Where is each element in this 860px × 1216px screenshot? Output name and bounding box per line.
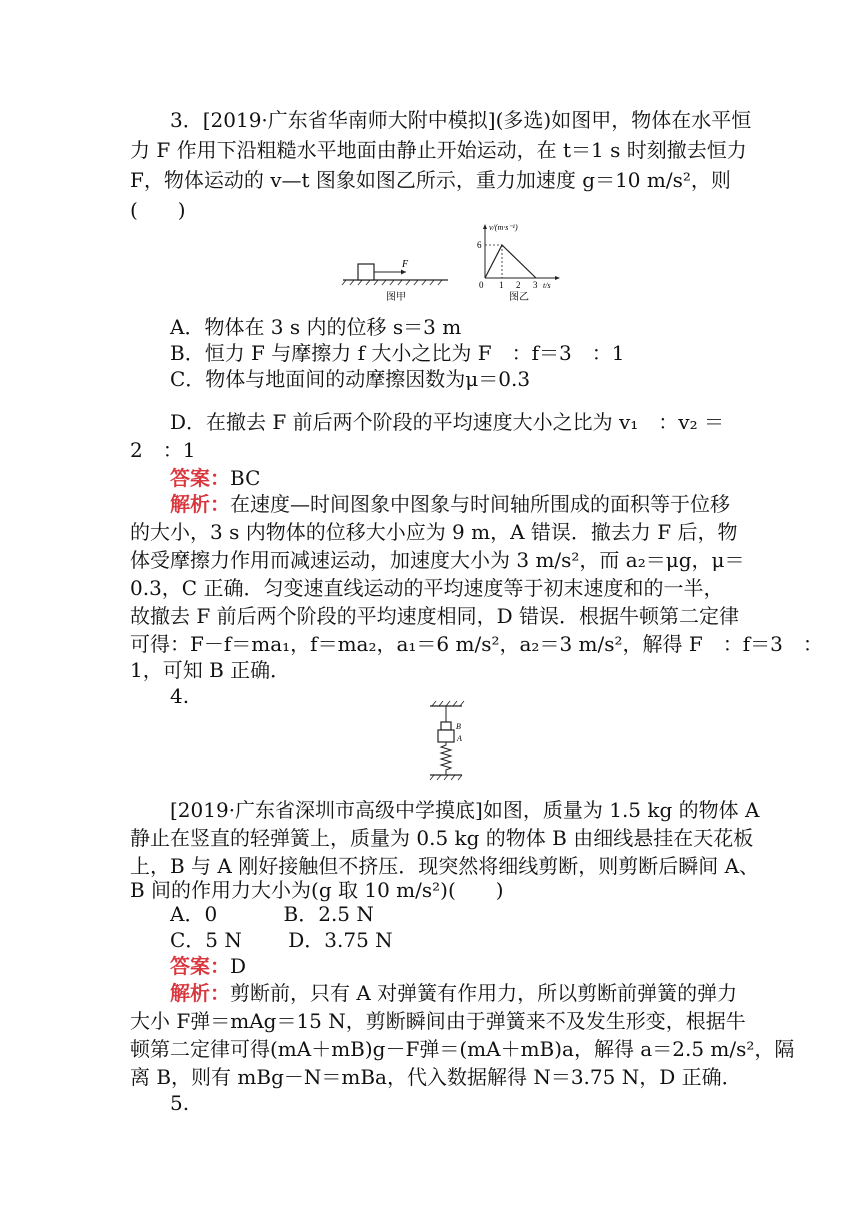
- block: [358, 264, 374, 280]
- q4-line-4: B 间的作用力大小为(g 取 10 m/s²)( ): [130, 878, 504, 902]
- q3-option-d: D．在撤去 F 前后两个阶段的平均速度大小之比为 v₁ ：v₂ ＝: [170, 410, 724, 434]
- q3-line-1: 3．[2019·广东省华南师大附中模拟](多选)如图甲，物体在水平恒: [170, 108, 752, 132]
- q3-analysis-line-6: 可得：F－f＝ma₁，f＝ma₂，a₁＝6 m/s²，a₂＝3 m/s²，解得 F ：f＝3 ：: [130, 632, 823, 656]
- force-label: F: [402, 259, 409, 270]
- block-a: [438, 730, 454, 742]
- q5-number: 5.: [170, 1091, 190, 1115]
- q4-analysis-line-2: 大小 F弹＝mAg＝15 N，剪断瞬间由于弹簧来不及发生形变，根据牛: [130, 1009, 746, 1033]
- figure-b-caption: 图乙: [509, 292, 529, 303]
- q3-answer: [170, 465, 260, 491]
- q3-option-d-cont: 2 ：1: [130, 438, 196, 462]
- x-axis-label: t/s: [543, 281, 551, 290]
- analysis-text: 剪断前，只有 A 对弹簧有作用力，所以剪断前弹簧的弹力: [230, 981, 738, 1005]
- q3-analysis-line-4: 0.3，C 正确．匀变速直线运动的平均速度等于初末速度和的一半，: [130, 576, 724, 600]
- block-b: [441, 722, 451, 730]
- q3-analysis-line-3: 体受摩擦力作用而减速运动，加速度大小为 3 m/s²，而 a₂＝μg，μ＝: [130, 548, 745, 572]
- q3-option-a: A．物体在 3 s 内的位移 s＝3 m: [170, 315, 462, 339]
- label-b: B: [456, 722, 461, 731]
- q4-line-3: 上，B 与 A 刚好接触但不挤压．现突然将细线剪断，则剪断后瞬间 A、: [130, 854, 760, 878]
- q4-line-1: [2019·广东省深圳市高级中学摸底]如图，质量为 1.5 kg 的物体 A: [170, 798, 760, 822]
- figure-spring-blocks: [424, 700, 474, 786]
- q4-analysis-line-4: 离 B，则有 mBg－N＝mBa，代入数据解得 N＝3.75 N，D 正确．: [130, 1065, 742, 1089]
- figure-b-vt-graph: [465, 220, 575, 306]
- q4-options-row-1: A．0 B．2.5 N: [170, 902, 374, 926]
- figure-a-caption: 图甲: [386, 292, 406, 303]
- x-tick-1: 1: [499, 280, 504, 290]
- q3-analysis-line-2: 的大小，3 s 内物体的位移大小应为 9 m，A 错误．撤去力 F 后，物: [130, 520, 738, 544]
- force-arrow-head: [401, 270, 406, 275]
- q3-line-3: F，物体运动的 v—t 图象如图乙所示，重力加速度 g＝10 m/s²，则: [130, 168, 731, 192]
- q3-line-4: ( ): [130, 198, 186, 222]
- q4-line-2: 静止在竖直的轻弹簧上，质量为 0.5 kg 的物体 B 由细线悬挂在天花板: [130, 826, 754, 850]
- y-tick-6: 6: [477, 240, 482, 250]
- answer-label: 答案：: [170, 466, 230, 490]
- q3-analysis-line-1: [170, 491, 730, 517]
- analysis-label: 解析：: [170, 981, 230, 1005]
- answer-label: 答案：: [170, 954, 230, 978]
- q3-analysis-line-7: 1，可知 B 正确．: [130, 658, 291, 682]
- label-a: A: [457, 734, 462, 743]
- q3-option-c: C．物体与地面间的动摩擦因数为μ＝0.3: [170, 367, 531, 391]
- analysis-text: 在速度—时间图象中图象与时间轴所围成的面积等于位移: [230, 492, 730, 516]
- ground-hatch: [342, 280, 442, 285]
- answer-value: BC: [230, 466, 261, 490]
- q3-line-2: 力 F 作用下沿粗糙水平地面由静止开始运动，在 t＝1 s 时刻撤去恒力: [130, 138, 747, 162]
- ceiling-hatch: [432, 701, 464, 706]
- figure-a-block-on-ground: [338, 250, 458, 310]
- answer-value: D: [230, 954, 247, 978]
- spring: [441, 742, 451, 775]
- x-tick-2: 2: [516, 280, 521, 290]
- x-axis-arrow: [555, 276, 560, 280]
- y-axis-label: v/(m·s⁻¹): [489, 223, 518, 232]
- q3-analysis-line-5: 故撤去 F 前后两个阶段的平均速度相同，D 错误．根据牛顿第二定律: [130, 604, 739, 628]
- x-tick-0: 0: [479, 280, 484, 290]
- vt-line: [485, 245, 536, 278]
- floor-hatch: [430, 775, 462, 780]
- q4-analysis-line-1: [170, 980, 737, 1006]
- q4-number: 4.: [170, 684, 190, 708]
- q4-answer: [170, 953, 246, 979]
- q4-options-row-2: C．5 N D．3.75 N: [170, 928, 393, 952]
- x-tick-3: 3: [533, 280, 538, 290]
- q4-analysis-line-3: 顿第二定律可得(mA＋mB)g－F弹＝(mA＋mB)a，解得 a＝2.5 m/s²，隔: [130, 1037, 795, 1061]
- y-axis-arrow: [483, 224, 487, 229]
- q3-option-b: B．恒力 F 与摩擦力 f 大小之比为 F ：f＝3 ：1: [170, 341, 625, 365]
- analysis-label: 解析：: [170, 492, 230, 516]
